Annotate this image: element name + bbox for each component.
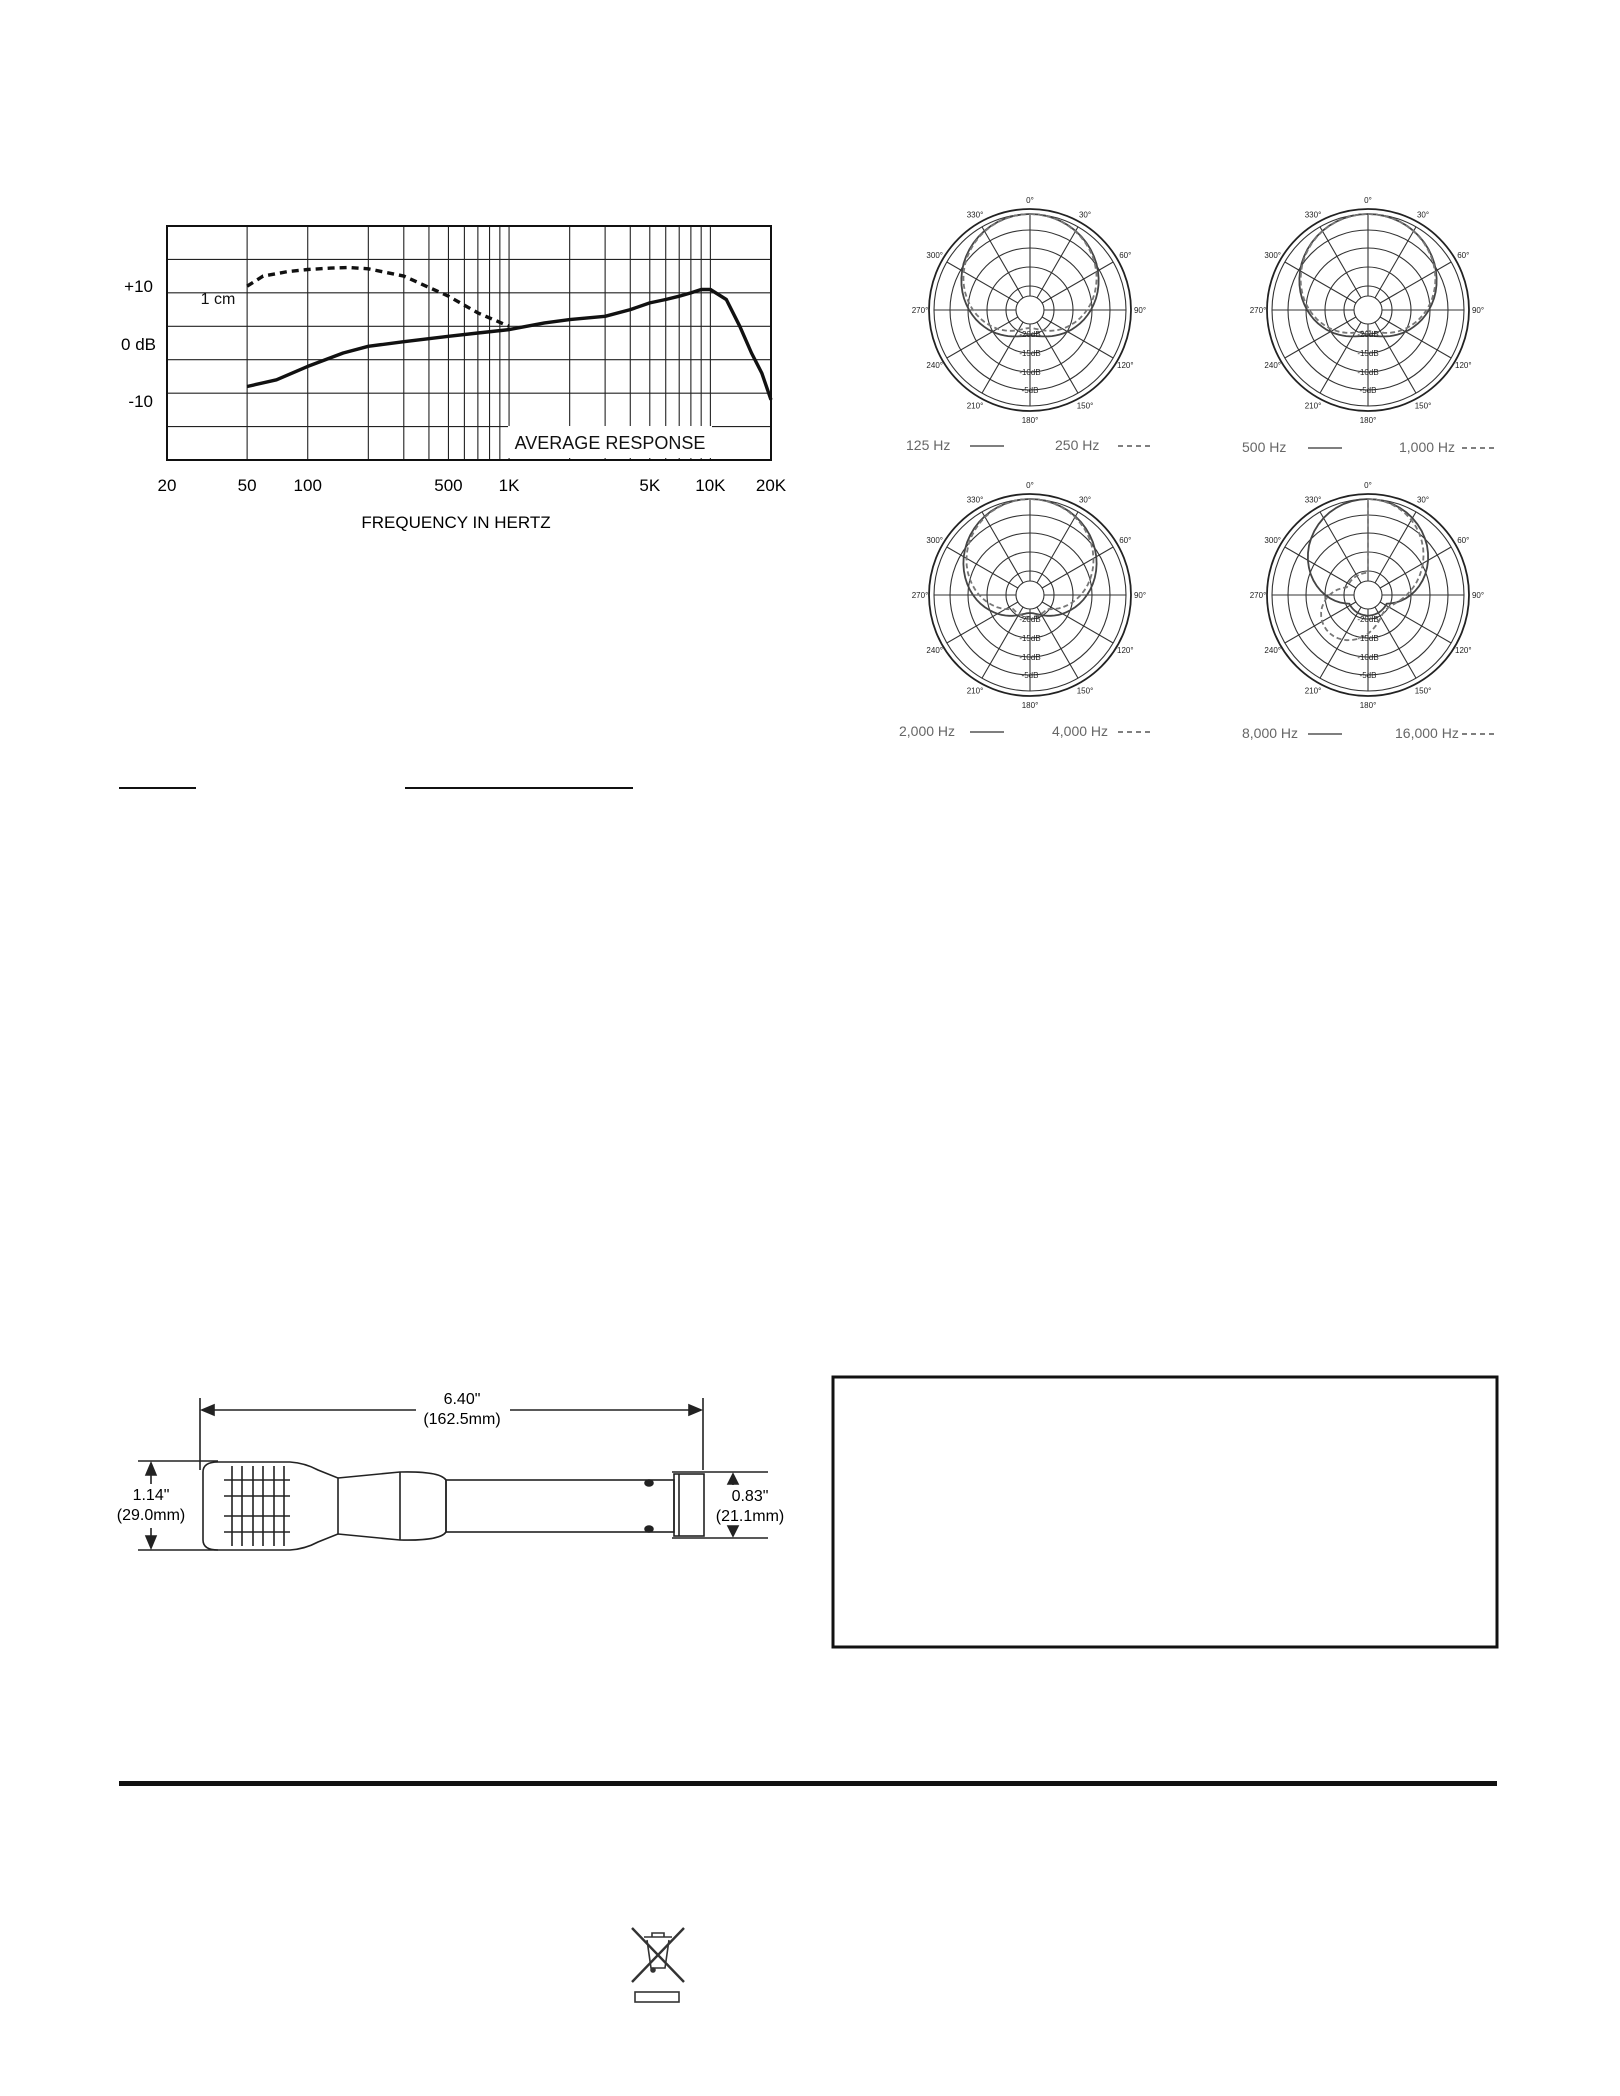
polar-spoke xyxy=(1042,547,1113,588)
polar-ring-label: -5dB xyxy=(1359,671,1377,680)
x-tick-label: 10K xyxy=(695,476,726,495)
polar-center xyxy=(1016,581,1044,609)
polar-spoke xyxy=(1375,607,1416,678)
polar-angle-label: 60° xyxy=(1457,251,1470,260)
polar-angle-label: 30° xyxy=(1416,495,1430,505)
polar-angle-label: 270° xyxy=(1249,591,1267,600)
polar-spoke xyxy=(1037,322,1078,393)
polar-angle-label: 300° xyxy=(926,251,943,260)
polar-legend-label: 2,000 Hz xyxy=(899,723,956,739)
polar-center xyxy=(1016,296,1044,324)
polar-ring-label: -10dB xyxy=(1357,368,1379,377)
polar-angle-label: 150° xyxy=(1414,401,1432,411)
polar-legend-label: 1,000 Hz xyxy=(1399,439,1456,455)
polar-angle-label: 180° xyxy=(1021,416,1039,425)
microphone-handle xyxy=(446,1480,674,1532)
bin-lid xyxy=(644,1933,672,1937)
x-tick-label: 100 xyxy=(293,476,322,495)
empty-notice-box xyxy=(833,1377,1497,1647)
dimension-arrowhead xyxy=(202,1405,214,1415)
polar-ring-label: -15dB xyxy=(1357,634,1379,643)
polar-ring-label: -5dB xyxy=(1021,671,1039,680)
polar-spoke xyxy=(1375,512,1416,583)
polar-legend-label: 125 Hz xyxy=(906,437,951,453)
polar-angle-label: 90° xyxy=(1471,591,1485,600)
dimension-arrowhead xyxy=(728,1526,738,1536)
frequency-plot-frame xyxy=(167,226,771,460)
polar-legend-label: 250 Hz xyxy=(1055,437,1100,453)
polar-spoke xyxy=(1380,262,1451,303)
polar-angle-label: 240° xyxy=(1264,361,1281,370)
x-tick-label: 5K xyxy=(639,476,661,495)
polar-spoke xyxy=(947,547,1018,588)
polar-angle-label: 270° xyxy=(1249,306,1267,315)
dimension-arrowhead xyxy=(728,1474,738,1484)
polar-angle-label: 150° xyxy=(1076,401,1094,411)
polar-angle-label: 90° xyxy=(1133,591,1147,600)
polar-angle-label: 240° xyxy=(926,646,943,655)
set-screw xyxy=(645,1526,653,1532)
polar-legend-label: 16,000 Hz xyxy=(1395,725,1459,741)
connector-diameter-inches: 0.83" xyxy=(731,1488,769,1505)
polar-spoke xyxy=(982,227,1023,298)
bin-wheel xyxy=(651,1968,655,1972)
polar-angle-label: 300° xyxy=(926,536,943,545)
polar-angle-label: 90° xyxy=(1471,306,1485,315)
polar-angle-label: 330° xyxy=(966,495,984,505)
microphone-outline xyxy=(203,1462,704,1550)
y-tick-label: +10 xyxy=(124,277,153,296)
polar-angle-label: 300° xyxy=(1264,251,1281,260)
polar-legend-label: 4,000 Hz xyxy=(1052,723,1109,739)
polar-spoke xyxy=(1285,602,1356,643)
polar-spoke xyxy=(1285,547,1356,588)
polar-angle-label: 210° xyxy=(966,401,984,411)
polar-angle-label: 0° xyxy=(1364,196,1372,205)
polar-spoke xyxy=(1380,547,1451,588)
polar-ring-label: -20dB xyxy=(1357,615,1379,624)
polar-angle-label: 30° xyxy=(1416,210,1430,220)
polar-angle-label: 120° xyxy=(1455,361,1472,370)
polar-center xyxy=(1354,296,1382,324)
page-separator-rule xyxy=(119,1781,1497,1786)
weee-bar xyxy=(635,1992,679,2002)
polar-angle-label: 300° xyxy=(1264,536,1281,545)
polar-angle-label: 180° xyxy=(1359,701,1377,710)
polar-angle-label: 240° xyxy=(1264,646,1281,655)
polar-angle-label: 330° xyxy=(1304,495,1322,505)
polar-spoke xyxy=(947,262,1018,303)
polar-angle-label: 120° xyxy=(1117,646,1134,655)
polar-angle-label: 60° xyxy=(1119,536,1132,545)
polar-ring-label: -10dB xyxy=(1019,653,1041,662)
frequency-axis-label: FREQUENCY IN HERTZ xyxy=(361,513,551,532)
dimension-arrowhead xyxy=(146,1536,156,1548)
microphone-taper xyxy=(338,1472,446,1540)
polar-angle-label: 30° xyxy=(1078,495,1092,505)
polar-spoke xyxy=(947,602,1018,643)
polar-angle-label: 120° xyxy=(1455,646,1472,655)
polar-ring-label: -20dB xyxy=(1019,330,1041,339)
polar-angle-label: 120° xyxy=(1117,361,1134,370)
x-tick-label: 50 xyxy=(237,476,257,495)
polar-spoke xyxy=(982,322,1023,393)
polar-spoke xyxy=(982,607,1023,678)
polar-angle-label: 30° xyxy=(1078,210,1092,220)
polar-spoke xyxy=(1037,512,1078,583)
x-tick-labels xyxy=(158,476,787,495)
polar-center xyxy=(1354,581,1382,609)
polar-ring-label: -5dB xyxy=(1021,386,1039,395)
polar-angle-label: 210° xyxy=(966,686,984,696)
head-diameter-millimeters: (29.0mm) xyxy=(116,1507,186,1524)
polar-spoke xyxy=(1375,322,1416,393)
polar-pattern-charts xyxy=(899,196,1496,741)
polar-angle-label: 240° xyxy=(926,361,943,370)
frequency-grid xyxy=(167,226,771,460)
average-response-label: AVERAGE RESPONSE xyxy=(514,433,706,453)
set-screw xyxy=(645,1480,653,1486)
polar-ring-label: -5dB xyxy=(1359,386,1377,395)
polar-angle-label: 150° xyxy=(1414,686,1432,696)
polar-angle-label: 0° xyxy=(1026,481,1034,490)
polar-spoke xyxy=(1380,602,1451,643)
polar-angle-label: 270° xyxy=(911,306,929,315)
y-tick-label: -10 xyxy=(128,392,153,411)
polar-chart xyxy=(1242,481,1496,741)
polar-ring-label: -15dB xyxy=(1019,634,1041,643)
polar-angle-label: 150° xyxy=(1076,686,1094,696)
connector-diameter-millimeters: (21.1mm) xyxy=(715,1508,785,1525)
polar-legend-label: 8,000 Hz xyxy=(1242,725,1299,741)
polar-angle-label: 210° xyxy=(1304,401,1322,411)
proximity-curve-dashed xyxy=(247,268,509,327)
polar-angle-label: 0° xyxy=(1364,481,1372,490)
y-tick-label: 0 dB xyxy=(121,335,156,354)
dimension-arrowhead xyxy=(146,1463,156,1475)
x-tick-label: 1K xyxy=(498,476,520,495)
polar-spoke xyxy=(1042,262,1113,303)
polar-spoke xyxy=(1037,607,1078,678)
polar-angle-label: 0° xyxy=(1026,196,1034,205)
polar-angle-label: 180° xyxy=(1021,701,1039,710)
polar-angle-label: 210° xyxy=(1304,686,1322,696)
polar-ring-label: -15dB xyxy=(1357,349,1379,358)
polar-spoke xyxy=(1375,227,1416,298)
length-millimeters: (162.5mm) xyxy=(423,1411,501,1428)
polar-angle-label: 90° xyxy=(1133,306,1147,315)
x-tick-label: 20 xyxy=(157,476,177,495)
polar-spoke xyxy=(1320,512,1361,583)
polar-ring-label: -20dB xyxy=(1357,330,1379,339)
polar-angle-label: 270° xyxy=(911,591,929,600)
polar-chart xyxy=(1242,196,1496,455)
polar-angle-label: 330° xyxy=(966,210,984,220)
polar-spoke xyxy=(947,317,1018,358)
polar-angle-label: 60° xyxy=(1457,536,1470,545)
dashed-curve-label: 1 cm xyxy=(200,291,236,308)
polar-ring-label: -10dB xyxy=(1019,368,1041,377)
x-tick-label: 20K xyxy=(755,476,787,495)
frequency-response-chart xyxy=(121,226,787,532)
polar-spoke xyxy=(1042,602,1113,643)
dimension-arrowhead xyxy=(689,1405,701,1415)
polar-spoke xyxy=(1320,607,1361,678)
microphone-grille-head xyxy=(203,1462,338,1550)
polar-chart xyxy=(899,481,1152,739)
weee-bin-icon xyxy=(632,1928,684,2002)
polar-chart xyxy=(906,196,1152,453)
polar-angle-label: 180° xyxy=(1359,416,1377,425)
length-inches: 6.40" xyxy=(443,1391,481,1408)
x-tick-label: 500 xyxy=(434,476,463,495)
polar-spoke xyxy=(1285,262,1356,303)
polar-legend-label: 500 Hz xyxy=(1242,439,1287,455)
polar-spoke xyxy=(1037,227,1078,298)
polar-spoke xyxy=(1320,227,1361,298)
polar-spoke xyxy=(1042,317,1113,358)
polar-ring-label: -15dB xyxy=(1019,349,1041,358)
polar-spoke xyxy=(982,512,1023,583)
polar-ring-label: -10dB xyxy=(1357,653,1379,662)
head-diameter-inches: 1.14" xyxy=(132,1487,170,1504)
polar-angle-label: 330° xyxy=(1304,210,1322,220)
polar-ring-label: -20dB xyxy=(1019,615,1041,624)
polar-angle-label: 60° xyxy=(1119,251,1132,260)
